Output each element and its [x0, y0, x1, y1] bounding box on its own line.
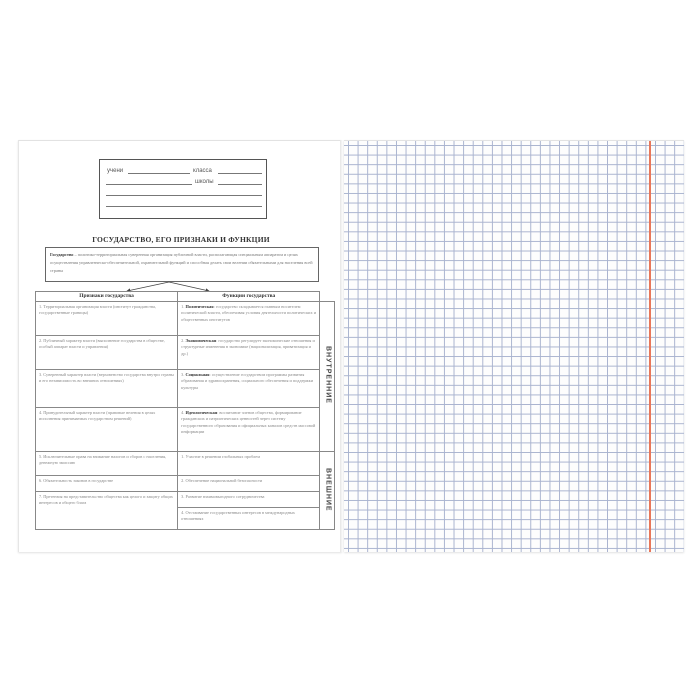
definition-text: – политико-территориальная суверенная организация публичной власти, располагающая специальным аппаратом и целях осуществления управленческо-обеспечительной, охранительной функций и способная делать свои велении обязательными для населения всей страны	[50, 252, 313, 273]
function-cell: 4. Отстаивание государственных интересов в международных отношениях	[178, 508, 320, 530]
name-row-1	[106, 188, 260, 197]
margin-line	[649, 141, 651, 552]
student-row	[106, 166, 260, 175]
function-cell: 1. Участие в решении глобальных проблем	[178, 452, 320, 476]
school-line-right[interactable]	[218, 184, 262, 185]
table-header-row	[36, 292, 335, 302]
arrow-left-icon	[127, 282, 169, 291]
name-row-2	[106, 199, 260, 208]
internal-side-label: ВНУТРЕННИЕ	[324, 346, 332, 405]
sign-cell: 5. Исключительные права на взимание налогов и сборов с населения, денежную эмиссию	[36, 452, 178, 476]
external-side-cell	[320, 452, 335, 530]
page-title: ГОСУДАРСТВО, ЕГО ПРИЗНАКИ И ФУНКЦИИ	[92, 235, 270, 244]
table-row	[36, 452, 335, 476]
state-table	[35, 291, 335, 530]
sign-cell: 2. Публичный характер власти (выполнение государства в обществе, особый аппарат власти и управления)	[36, 336, 178, 370]
sign-cell: 6. Обязательность законов в государстве	[36, 476, 178, 492]
definition-box	[45, 247, 319, 282]
external-side-label: ВНЕШНИЕ	[324, 467, 332, 512]
sign-cell: 7. Претензия на представительство общества как целого и защиту общих интересов и общего блага	[36, 492, 178, 530]
right-page-grid[interactable]	[344, 140, 684, 552]
signs-header: Признаки государства	[36, 292, 178, 302]
function-label: Идеологическая	[185, 410, 218, 415]
class-line[interactable]	[218, 173, 262, 174]
header-spacer	[320, 292, 335, 302]
table-row	[36, 302, 335, 336]
school-label: школы	[195, 179, 214, 185]
function-text: : государство складывается главным носителем политической власти, обеспечивая условия деятельности политических и общественных институтов	[181, 304, 317, 322]
table-row	[36, 492, 335, 508]
function-label: Политическая	[185, 304, 214, 309]
function-cell: 2. Экономическая: государство регулирует экономические отношения и структурные изменения в экономике (национализация, приватизация и др.)	[178, 336, 320, 370]
table-row	[36, 370, 335, 408]
function-cell: 2. Обеспечение национальной безопасности	[178, 476, 320, 492]
table-row	[36, 336, 335, 370]
sign-cell: 3. Суверенный характер власти (верховенство государства внутри страны и его независимость во внешних отношениях)	[36, 370, 178, 408]
left-page	[18, 140, 342, 552]
student-line[interactable]	[128, 173, 190, 174]
functions-header: Функции государства	[178, 292, 320, 302]
table-row	[36, 408, 335, 452]
student-label: учени	[107, 168, 124, 174]
function-text: : воспитание членов общества, формирование гражданских и патриотических ценностей через систему государственного образования и официальных каналов средств массовой информации	[181, 410, 316, 435]
function-cell: 3. Социальная: осуществление государством программы развития образования и здравоохранения, социального обеспечения и поддержки культуры	[178, 370, 320, 408]
function-label: Социальная	[185, 372, 210, 377]
function-text: : осуществление государством программы развития образования и здравоохранения, социального обеспечения и поддержки культуры	[181, 372, 313, 390]
definition-term: Государство	[50, 252, 74, 257]
class-label: класса	[193, 168, 212, 174]
function-cell: 3. Развитие взаимовыгодного сотрудничества	[178, 492, 320, 508]
sign-cell: 4. Принудительный характер власти (правовые веления в целях исполнения принимаемых государством решений)	[36, 408, 178, 452]
arrow-right-icon	[169, 282, 209, 291]
school-line-left[interactable]	[106, 184, 192, 185]
function-cell: 1. Политическая: государство складывается главным носителем политической власти, обеспечивая условия деятельности политических и общественных институтов	[178, 302, 320, 336]
sign-cell: 1. Территориальная организация власти (институт гражданства, государственные границы)	[36, 302, 178, 336]
school-row	[106, 177, 260, 186]
function-cell: 4. Идеологическая: воспитание членов общества, формирование гражданских и патриотических ценностей через систему государственного образования и официальных каналов средств массовой информации	[178, 408, 320, 452]
student-name-box	[99, 159, 267, 219]
function-label: Экономическая	[185, 338, 217, 343]
function-text: : государство регулирует экономические отношения и структурные изменения в экономике (национализация, приватизация и др.)	[181, 338, 315, 356]
name-line-1[interactable]	[106, 195, 262, 196]
name-line-2[interactable]	[106, 206, 262, 207]
table-row	[36, 476, 335, 492]
internal-side-cell	[320, 302, 335, 452]
